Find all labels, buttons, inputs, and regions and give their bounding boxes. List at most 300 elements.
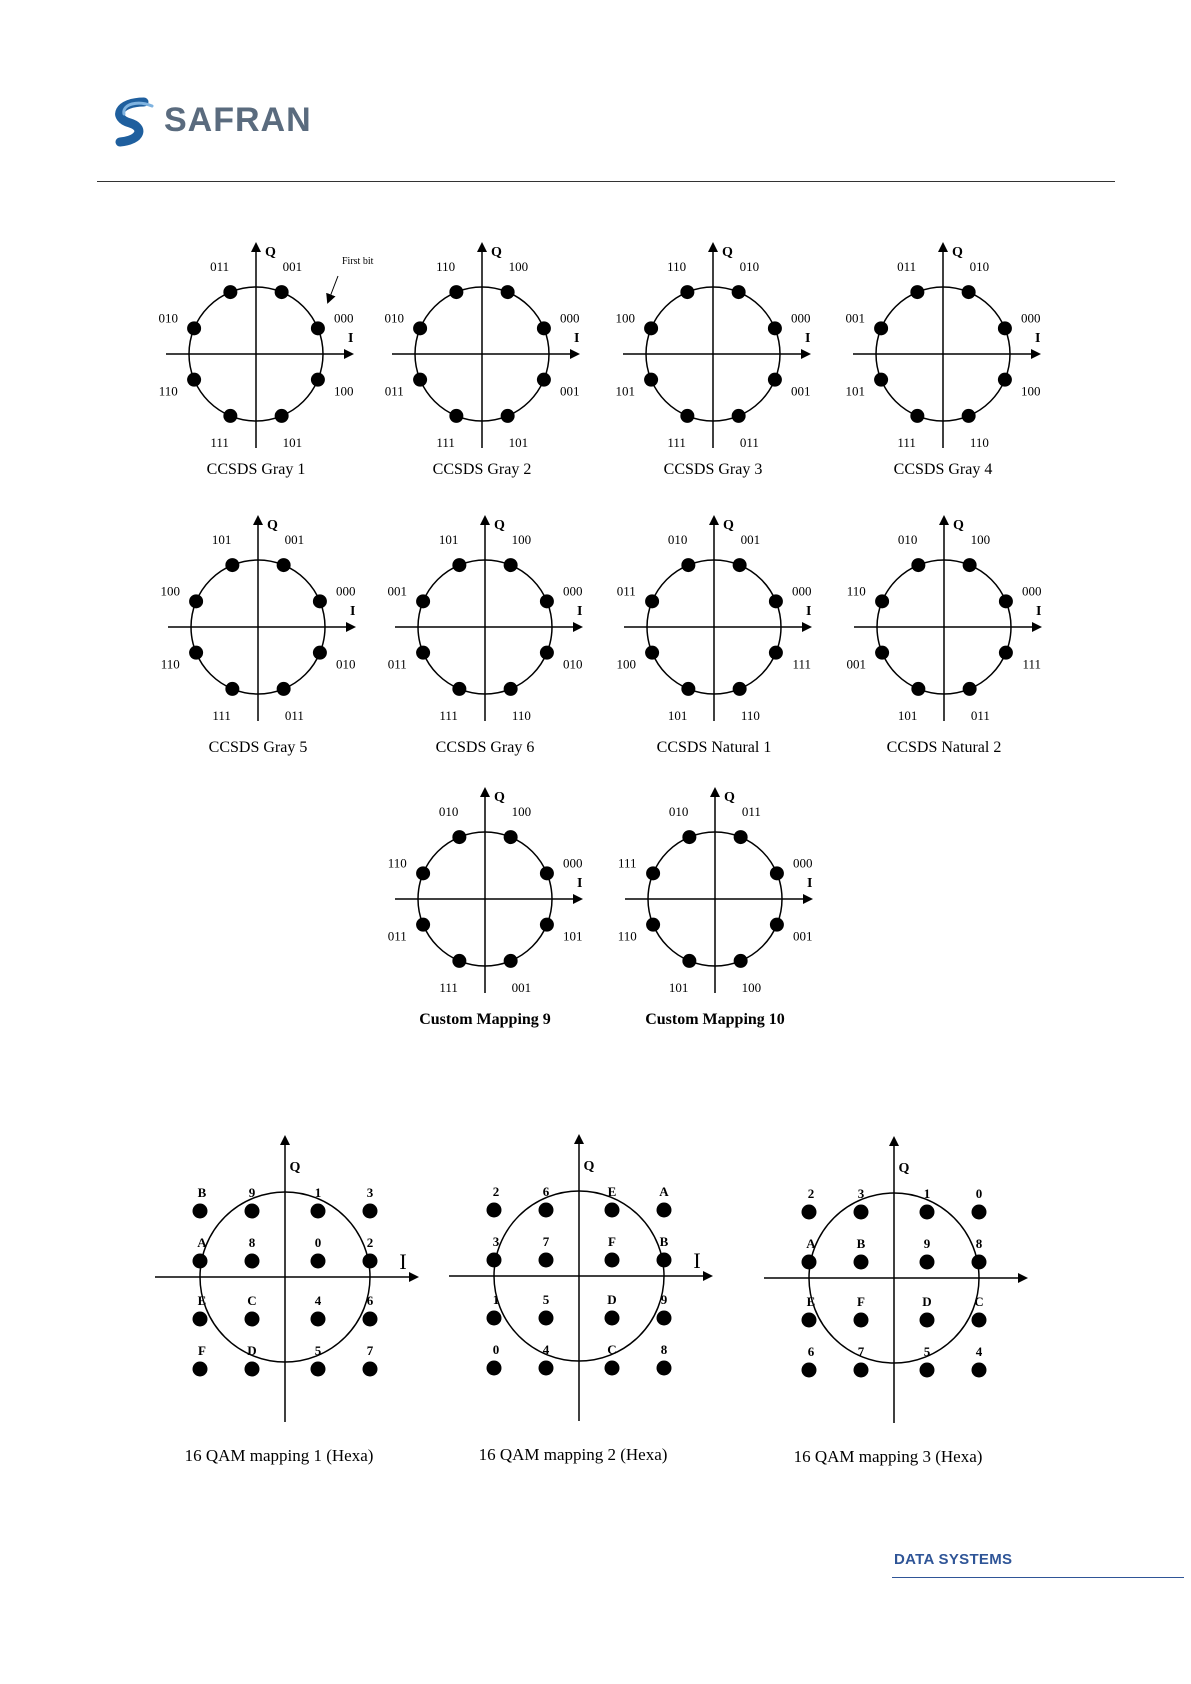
q-axis-label: Q [722,245,733,260]
constellation-point [732,409,746,423]
symbol-label: 111 [1022,656,1042,672]
symbol-label: 001 [846,656,866,672]
i-axis-label: I [1036,604,1042,619]
symbol-label: 000 [1022,583,1042,599]
symbol-label: 6 [542,1184,550,1199]
symbol-label: 0 [314,1235,322,1250]
constellation-point [539,1311,554,1326]
constellation-point [487,1311,502,1326]
constellation-point [734,830,748,844]
symbol-label: F [198,1343,206,1358]
constellation-point [540,866,554,880]
constellation-point [223,409,237,423]
constellation-point [768,373,782,387]
constellation-point [363,1204,378,1219]
constellation-point [802,1205,817,1220]
symbol-label: 000 [336,583,356,599]
symbol-label: 011 [387,928,407,944]
constellation-point [449,285,463,299]
symbol-label: 5 [923,1344,931,1359]
diagram-caption: CCSDS Gray 5 [208,739,308,756]
diagram-caption: 16 QAM mapping 2 (Hexa) [478,1445,668,1464]
i-axis-label: I [806,604,812,619]
symbol-label: D [607,1292,617,1307]
symbol-label: C [974,1294,984,1309]
constellation-point [487,1253,502,1268]
constellation-point [770,866,784,880]
q-axis-label: Q [952,245,963,260]
symbol-label: E [607,1184,617,1199]
symbol-label: 3 [366,1185,374,1200]
symbol-label: A [659,1184,669,1199]
constellation-point [680,409,694,423]
constellation-point [657,1253,672,1268]
symbol-label: 5 [542,1292,550,1307]
constellation-point [874,321,888,335]
symbol-label: 001 [511,979,532,995]
constellation-point [187,321,201,335]
constellation-point [681,558,695,572]
constellation-point [802,1313,817,1328]
constellation-point [920,1313,935,1328]
constellation-point [311,1254,326,1269]
constellation-point [911,682,925,696]
brand-name: SAFRAN [164,101,312,139]
constellation-point [501,285,515,299]
i-axis-label: I [1035,331,1041,346]
constellation-point [802,1363,817,1378]
constellation-point [645,594,659,608]
qam16-diagram [764,1138,1026,1466]
diagram-caption: 16 QAM mapping 1 (Hexa) [184,1446,374,1465]
symbol-label: 011 [970,707,990,723]
symbol-label: 110 [160,656,180,672]
constellation-point [769,646,783,660]
constellation-point [225,682,239,696]
constellation-point [998,373,1012,387]
constellation-point [854,1255,869,1270]
symbol-label: 100 [615,310,635,326]
symbol-label: 011 [739,434,759,450]
diagram-caption: Custom Mapping 9 [419,1011,551,1028]
constellation-point [193,1204,208,1219]
symbol-label: C [607,1342,617,1357]
q-axis-label: Q [583,1159,595,1174]
symbol-label: 110 [617,928,637,944]
symbol-label: 101 [508,434,529,450]
symbol-label: 1 [492,1292,500,1307]
symbol-label: 100 [508,259,529,275]
symbol-label: 100 [160,583,180,599]
symbol-label: E [806,1294,816,1309]
symbol-label: 101 [845,383,865,399]
constellation-point [363,1312,378,1327]
symbol-label: A [806,1236,816,1251]
constellation-point [537,373,551,387]
constellation-point [605,1311,620,1326]
constellation-point [682,954,696,968]
constellation-point [413,373,427,387]
symbol-label: 111 [439,707,458,723]
symbol-label: 111 [667,434,686,450]
symbol-label: B [856,1236,866,1251]
i-axis-label: I [807,876,813,891]
psk8-diagram [615,244,810,478]
constellation-point [413,321,427,335]
symbol-label: 8 [975,1236,983,1251]
psk8-diagram [845,244,1040,478]
diagram-caption: CCSDS Gray 1 [206,461,306,478]
psk8-diagram [846,517,1041,756]
constellation-point [854,1313,869,1328]
psk8-diagram [158,244,373,478]
constellation-point [537,321,551,335]
symbol-label: 000 [334,310,354,326]
constellation-point [449,409,463,423]
constellation-point [416,866,430,880]
diagram-caption: CCSDS Gray 3 [663,461,763,478]
constellation-point [277,558,291,572]
diagram-caption: CCSDS Natural 2 [886,739,1002,756]
constellation-point [501,409,515,423]
symbol-label: B [659,1234,669,1249]
symbol-label: 011 [284,707,304,723]
constellation-point [452,954,466,968]
symbol-label: 110 [511,707,531,723]
symbol-label: C [247,1293,257,1308]
psk8-diagram [618,789,813,1028]
symbol-label: 000 [792,583,812,599]
constellation-point [920,1363,935,1378]
symbol-label: 000 [793,855,813,871]
constellation-point [245,1362,260,1377]
symbol-label: 8 [248,1235,256,1250]
constellation-point [733,558,747,572]
symbol-label: 001 [284,532,305,548]
symbol-label: 010 [668,804,689,820]
constellation-point [605,1203,620,1218]
symbol-label: 101 [282,434,303,450]
diagram-caption: Custom Mapping 10 [645,1011,785,1028]
q-axis-label: Q [723,518,734,533]
symbol-label: 011 [387,656,407,672]
symbol-label: 100 [334,383,354,399]
constellation-point [245,1312,260,1327]
constellation-point [540,594,554,608]
constellation-point [962,285,976,299]
symbol-label: 9 [660,1292,668,1307]
constellation-point [225,558,239,572]
constellation-point [189,594,203,608]
constellation-point [245,1204,260,1219]
constellation-point [311,1312,326,1327]
constellation-point [245,1254,260,1269]
q-axis-label: Q [494,790,505,805]
symbol-label: E [197,1293,207,1308]
symbol-label: 110 [740,707,760,723]
symbol-label: 001 [793,928,813,944]
symbol-label: 6 [366,1293,374,1308]
symbol-label: 101 [438,532,459,548]
constellation-point [680,285,694,299]
symbol-label: 110 [969,434,989,450]
constellation-point [313,594,327,608]
constellation-point [539,1253,554,1268]
constellation-point [313,646,327,660]
constellation-point [187,373,201,387]
symbol-label: 2 [807,1186,815,1201]
constellation-point [920,1255,935,1270]
constellation-point [311,1204,326,1219]
constellation-point [657,1203,672,1218]
constellation-point [452,830,466,844]
i-axis-label: I [574,331,580,346]
i-axis-label: I [348,331,354,346]
symbol-label: 2 [366,1235,374,1250]
symbol-label: A [197,1235,207,1250]
symbol-label: 000 [1021,310,1041,326]
constellation-point [311,373,325,387]
symbol-label: 7 [542,1234,550,1249]
symbol-label: 110 [387,855,407,871]
constellation-point [910,409,924,423]
constellation-point [540,646,554,660]
symbol-label: 001 [282,259,303,275]
symbol-label: 8 [660,1342,668,1357]
constellation-point [732,285,746,299]
psk8-diagram [160,517,355,756]
symbol-label: F [857,1294,865,1309]
symbol-label: 011 [741,804,761,820]
constellation-point [998,321,1012,335]
symbol-label: 101 [897,707,918,723]
symbol-label: 4 [975,1344,983,1359]
constellation-point [539,1203,554,1218]
constellation-point [681,682,695,696]
symbol-label: 010 [438,804,459,820]
symbol-label: 101 [615,383,635,399]
symbol-label: D [922,1294,932,1309]
symbol-label: 1 [923,1186,931,1201]
symbol-label: 110 [846,583,866,599]
symbol-label: 9 [923,1236,931,1251]
constellation-point [275,285,289,299]
symbol-label: 001 [560,383,580,399]
constellation-point [999,594,1013,608]
constellation-point [644,373,658,387]
symbol-label: 101 [667,707,688,723]
symbol-label: 2 [492,1184,500,1199]
symbol-label: 010 [969,259,990,275]
symbol-label: 010 [739,259,760,275]
psk8-diagram [384,244,579,478]
symbol-label: 7 [366,1343,374,1358]
symbol-label: 110 [436,259,456,275]
symbol-label: 011 [616,583,636,599]
constellation-point [275,409,289,423]
constellation-point [972,1363,987,1378]
constellation-point [487,1361,502,1376]
symbol-label: 010 [336,656,356,672]
symbol-label: 4 [542,1342,550,1357]
constellation-point [963,682,977,696]
q-axis-label: Q [289,1160,301,1175]
symbol-label: 001 [387,583,407,599]
psk8-diagram [616,517,811,756]
q-axis-label: Q [953,518,964,533]
constellation-point [644,321,658,335]
constellation-point [911,558,925,572]
constellation-point [452,682,466,696]
constellation-point [854,1205,869,1220]
symbol-label: 1 [314,1185,322,1200]
symbol-label: 9 [248,1185,256,1200]
symbol-label: 111 [897,434,916,450]
qam16-diagram [449,1136,711,1464]
symbol-label: 111 [439,979,458,995]
symbol-label: 111 [792,656,812,672]
constellation-point [854,1363,869,1378]
diagram-caption: CCSDS Gray 6 [435,739,535,756]
constellation-point [682,830,696,844]
symbol-label: 100 [1021,383,1041,399]
psk8-diagram [388,789,583,1028]
constellation-point [999,646,1013,660]
i-axis-label: I [693,1248,701,1273]
constellation-point [875,594,889,608]
constellation-point [645,646,659,660]
footer-brand: DATA SYSTEMS [894,1551,1013,1568]
q-axis-label: Q [265,245,276,260]
psk8-diagram [387,517,582,756]
constellation-point [539,1361,554,1376]
symbol-label: 100 [616,656,636,672]
i-axis-label: I [350,604,356,619]
constellation-point [504,558,518,572]
symbol-label: 010 [667,532,688,548]
constellation-point [770,918,784,932]
symbol-label: 001 [845,310,865,326]
constellation-point [734,954,748,968]
constellation-point [733,682,747,696]
symbol-label: 100 [741,979,762,995]
constellation-point [277,682,291,696]
symbol-label: 110 [667,259,687,275]
symbol-label: 0 [975,1186,983,1201]
symbol-label: 3 [492,1234,500,1249]
constellation-point [874,373,888,387]
symbol-label: F [608,1234,616,1249]
symbol-label: 6 [807,1344,815,1359]
constellation-point [416,646,430,660]
constellation-point [311,321,325,335]
constellation-point [646,918,660,932]
constellation-point [646,866,660,880]
symbol-label: 010 [563,656,583,672]
diagram-caption: 16 QAM mapping 3 (Hexa) [793,1447,983,1466]
first-bit-arrow [328,276,338,302]
symbol-label: 001 [791,383,811,399]
symbol-label: 7 [857,1344,865,1359]
i-axis-label: I [577,876,583,891]
symbol-label: 000 [563,855,583,871]
diagram-caption: CCSDS Gray 2 [432,461,532,478]
constellation-point [920,1205,935,1220]
constellation-point [193,1362,208,1377]
constellation-point [223,285,237,299]
qam16-diagram [155,1137,417,1465]
i-axis-label: I [399,1249,407,1274]
constellation-point [363,1362,378,1377]
constellation-point [972,1313,987,1328]
symbol-label: 100 [511,532,532,548]
symbol-label: B [197,1185,207,1200]
constellation-point [769,594,783,608]
q-axis-label: Q [494,518,505,533]
q-axis-label: Q [267,518,278,533]
symbol-label: 100 [511,804,532,820]
symbol-label: 5 [314,1343,322,1358]
constellation-point [657,1311,672,1326]
symbol-label: 000 [563,583,583,599]
symbol-label: D [247,1343,257,1358]
q-axis-label: Q [491,245,502,260]
constellation-point [962,409,976,423]
constellation-point [452,558,466,572]
constellation-point [657,1361,672,1376]
constellation-point [875,646,889,660]
symbol-label: 100 [970,532,991,548]
constellation-point [504,830,518,844]
symbol-label: 111 [212,707,231,723]
symbol-label: 111 [210,434,229,450]
constellation-point [963,558,977,572]
symbol-label: 3 [857,1186,865,1201]
i-axis-label: I [805,331,811,346]
symbol-label: 000 [791,310,811,326]
first-bit-note: First bit [342,256,374,267]
diagram-caption: CCSDS Gray 4 [893,461,993,478]
symbol-label: 101 [211,532,232,548]
constellation-point [363,1254,378,1269]
q-axis-label: Q [724,790,735,805]
symbol-label: 110 [158,383,178,399]
constellation-point [193,1312,208,1327]
constellation-point [768,321,782,335]
symbol-label: 111 [617,855,637,871]
constellation-point [189,646,203,660]
constellation-point [487,1203,502,1218]
constellation-point [972,1255,987,1270]
symbol-label: 010 [158,310,178,326]
symbol-label: 011 [384,383,404,399]
constellation-point [416,594,430,608]
symbol-label: 4 [314,1293,322,1308]
constellation-point [605,1361,620,1376]
symbol-label: 011 [897,259,917,275]
q-axis-label: Q [898,1161,910,1176]
symbol-label: 101 [668,979,689,995]
symbol-label: 011 [210,259,230,275]
constellation-point [910,285,924,299]
symbol-label: 001 [740,532,761,548]
symbol-label: 010 [384,310,404,326]
constellation-point [605,1253,620,1268]
constellation-point [416,918,430,932]
symbol-label: 101 [563,928,583,944]
symbol-label: 111 [436,434,455,450]
diagram-caption: CCSDS Natural 1 [656,739,772,756]
